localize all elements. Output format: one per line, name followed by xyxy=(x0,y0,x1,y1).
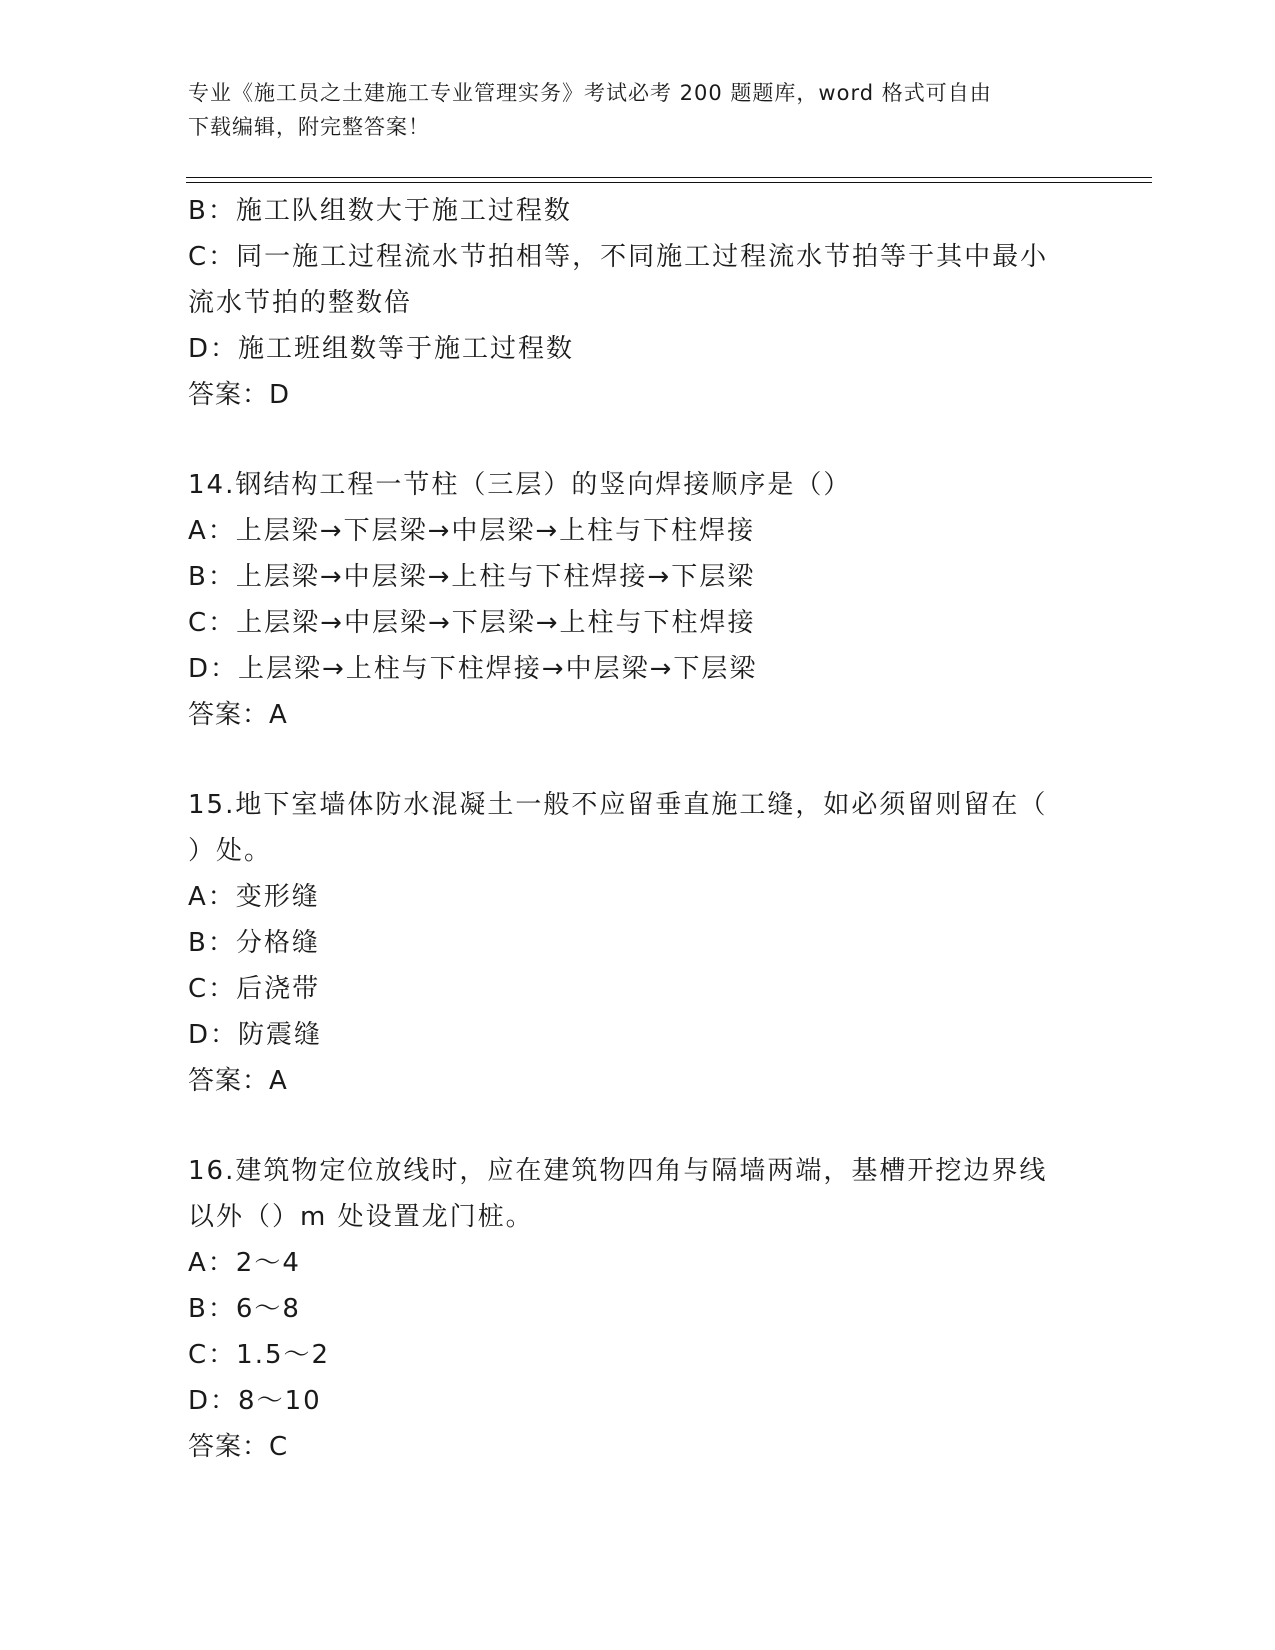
document-header xyxy=(188,76,1088,144)
header-rule-top xyxy=(186,177,1152,178)
question-16 xyxy=(188,1148,1088,1470)
answer: 答案：C xyxy=(188,1432,289,1462)
question-text-line-1: 16.建筑物定位放线时，应在建筑物四角与隔墙两端，基槽开挖边界线 xyxy=(188,1156,1048,1186)
spacer xyxy=(188,418,1088,462)
option-d: D：8～10 xyxy=(188,1386,322,1416)
question-15 xyxy=(188,782,1088,1104)
option-b: B：施工队组数大于施工过程数 xyxy=(188,196,572,226)
option-a: A：2～4 xyxy=(188,1248,301,1278)
header-line-2: 下载编辑，附完整答案！ xyxy=(188,115,430,139)
option-b: B：6～8 xyxy=(188,1294,301,1324)
question-list xyxy=(188,188,1088,1470)
question-text-line-2: 以外（）m 处设置龙门桩。 xyxy=(188,1202,534,1232)
option-c: C：上层梁→中层梁→下层梁→上柱与下柱焊接 xyxy=(188,608,756,638)
option-a: A：上层梁→下层梁→中层梁→上柱与下柱焊接 xyxy=(188,516,756,546)
option-c-line-2: 流水节拍的整数倍 xyxy=(188,288,413,318)
option-a: A：变形缝 xyxy=(188,882,320,912)
option-d: D：上层梁→上柱与下柱焊接→中层梁→下层梁 xyxy=(188,654,758,684)
option-d: D：施工班组数等于施工过程数 xyxy=(188,334,575,364)
question-14 xyxy=(188,462,1088,738)
option-c: C：1.5～2 xyxy=(188,1340,331,1370)
option-c: C：后浇带 xyxy=(188,974,321,1004)
question-text-line-2: ）处。 xyxy=(188,836,273,866)
option-b: B：分格缝 xyxy=(188,928,320,958)
question-text: 14.钢结构工程一节柱（三层）的竖向焊接顺序是（） xyxy=(188,470,852,500)
question-text-line-1: 15.地下室墙体防水混凝土一般不应留垂直施工缝，如必须留则留在（ xyxy=(188,790,1048,820)
answer: 答案：A xyxy=(188,700,288,730)
option-d: D：防震缝 xyxy=(188,1020,323,1050)
spacer xyxy=(188,738,1088,782)
answer: 答案：D xyxy=(188,380,291,410)
spacer xyxy=(188,1104,1088,1148)
answer: 答案：A xyxy=(188,1066,288,1096)
option-b: B：上层梁→中层梁→上柱与下柱焊接→下层梁 xyxy=(188,562,756,592)
header-rule-bottom xyxy=(186,182,1152,183)
header-line-1: 专业《施工员之土建施工专业管理实务》考试必考 200 题题库，word 格式可自由 xyxy=(188,81,992,105)
question-13-tail xyxy=(188,188,1088,418)
option-c-line-1: C：同一施工过程流水节拍相等，不同施工过程流水节拍等于其中最小 xyxy=(188,242,1049,272)
